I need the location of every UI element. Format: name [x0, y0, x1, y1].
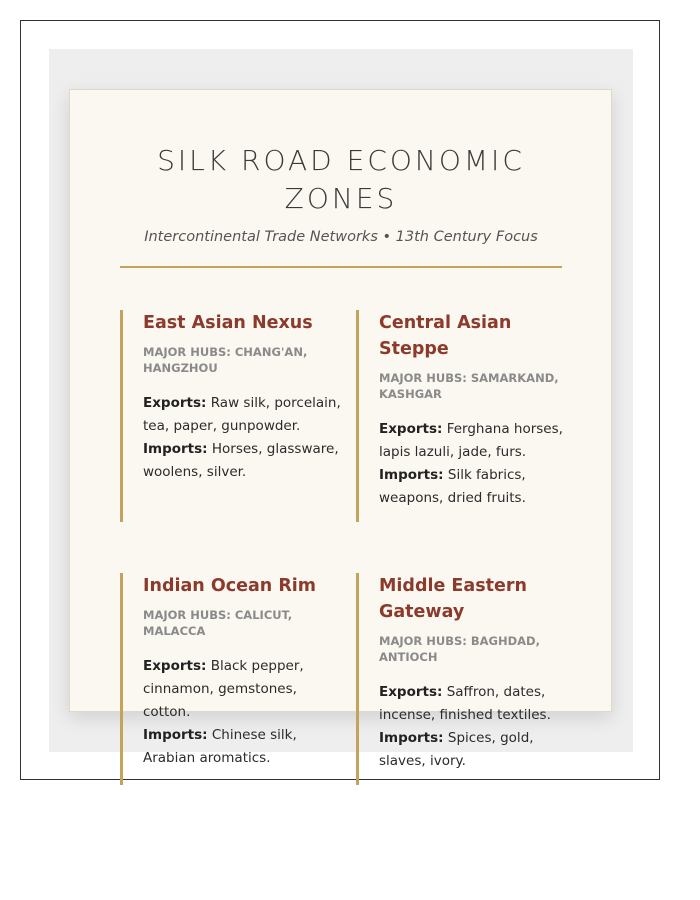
imports-label: Imports: — [379, 730, 444, 746]
title-divider — [120, 266, 562, 268]
zone-imports: Silk fabrics, weapons, dried fruits. — [379, 467, 526, 506]
page-subtitle: Intercontinental Trade Networks • 13th Century Focus — [144, 229, 538, 245]
exports-label: Exports: — [143, 658, 207, 674]
zone-name: East Asian Nexus — [143, 313, 313, 333]
zone-trade — [143, 655, 343, 770]
zone-hubs: MAJOR HUBS: SAMARKAND, KASHGAR — [379, 371, 559, 401]
zone-exports: Saffron, dates, incense, finished textiles. — [379, 684, 551, 723]
exports-label: Exports: — [143, 395, 207, 411]
zone-exports: Raw silk, porcelain, tea, paper, gunpowder. — [143, 395, 341, 434]
zone-name: Central Asian Steppe — [379, 313, 512, 359]
zone-imports: Spices, gold, slaves, ivory. — [379, 730, 534, 769]
imports-label: Imports: — [143, 727, 208, 743]
zone-name: Middle Eastern Gateway — [379, 576, 527, 622]
zone-middle-eastern-gateway — [356, 573, 579, 785]
zone-hubs: MAJOR HUBS: CALICUT, MALACCA — [143, 608, 293, 638]
zone-trade — [379, 681, 579, 773]
zone-imports: Horses, glassware, woolens, silver. — [143, 441, 339, 480]
exports-label: Exports: — [379, 421, 443, 437]
zone-hubs: MAJOR HUBS: BAGHDAD, ANTIOCH — [379, 634, 540, 664]
zone-exports: Ferghana horses, lapis lazuli, jade, furs. — [379, 421, 563, 460]
zone-exports: Black pepper, cinnamon, gemstones, cotton. — [143, 658, 304, 720]
imports-label: Imports: — [379, 467, 444, 483]
page-title: SILK ROAD ECONOMIC ZONES — [157, 144, 525, 215]
zone-trade — [379, 418, 579, 510]
zone-east-asian-nexus — [120, 310, 343, 522]
zone-hubs: MAJOR HUBS: CHANG'AN, HANGZHOU — [143, 345, 308, 375]
zone-central-asian-steppe — [356, 310, 579, 522]
exports-label: Exports: — [379, 684, 443, 700]
zone-imports: Chinese silk, Arabian aromatics. — [143, 727, 297, 766]
imports-label: Imports: — [143, 441, 208, 457]
zone-indian-ocean-rim — [120, 573, 343, 785]
zone-trade — [143, 392, 343, 484]
zone-name: Indian Ocean Rim — [143, 576, 317, 596]
